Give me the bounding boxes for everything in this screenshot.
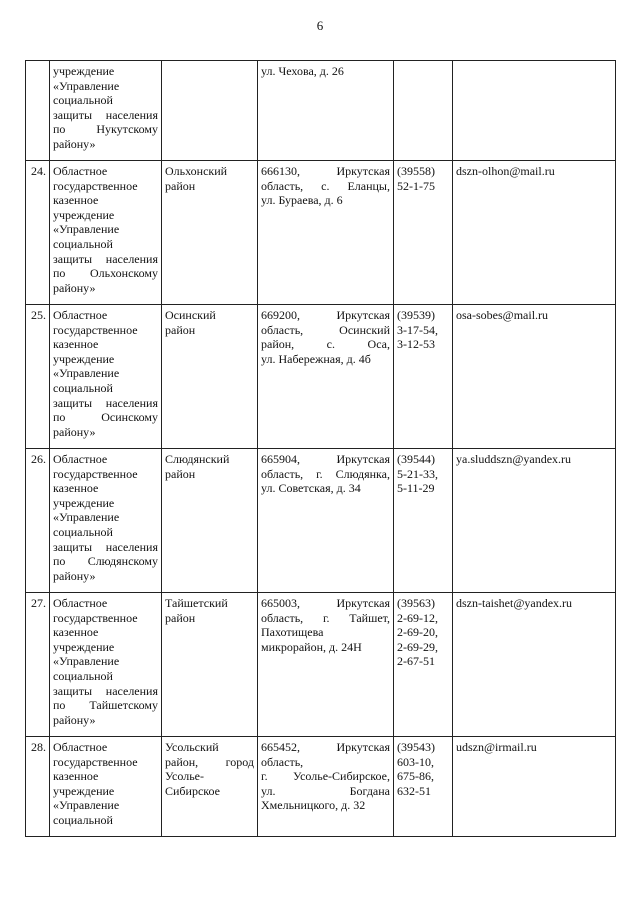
address-line: микрорайон, д. 24Н <box>261 639 362 654</box>
district-name-line: Усолье- <box>165 769 205 784</box>
address-line: 665003, Иркутская <box>261 596 390 610</box>
institution-name-line: по Слюдянскому <box>53 554 158 569</box>
institution-name-line: защиты населения <box>53 395 158 410</box>
address-line: область, с. Еланцы, <box>261 178 390 193</box>
institution-name-line: государственное <box>53 610 138 625</box>
institution-name-line: «Управление <box>53 654 120 669</box>
address-line: 665904, Иркутская <box>261 452 390 466</box>
institution-name-line: государственное <box>53 754 138 769</box>
phone-numbers-line: 2-69-20, <box>397 625 438 640</box>
institution-name-line: социальной <box>53 236 113 251</box>
institution-name-line: Областное <box>53 308 108 322</box>
address-line: 665452, Иркутская <box>261 740 390 754</box>
institution-name <box>50 449 162 593</box>
institution-name-line: социальной <box>53 668 113 683</box>
email-address: udszn@irmail.ru <box>453 737 616 837</box>
institution-name-line: защиты населения <box>53 683 158 698</box>
address <box>258 305 394 449</box>
address <box>258 593 394 737</box>
table-row <box>26 305 616 449</box>
institution-name <box>50 593 162 737</box>
institution-name <box>50 305 162 449</box>
institution-name-line: «Управление <box>53 510 120 525</box>
institution-name-line: казенное <box>53 625 99 640</box>
district-name-line: Сибирское <box>165 783 220 798</box>
phone-numbers <box>394 61 453 161</box>
phone-numbers-line: 2-67-51 <box>397 654 435 669</box>
district-name <box>162 61 258 161</box>
district-name-line: Слюдянский <box>165 452 230 466</box>
table-row <box>26 737 616 837</box>
institution-name-line: казенное <box>53 769 99 784</box>
address-line: ул. Чехова, д. 26 <box>261 64 344 78</box>
phone-numbers-line: 603-10, <box>397 754 434 769</box>
institution-name-line: учреждение <box>53 64 115 78</box>
agency-registry-table <box>25 60 616 837</box>
email-address: dszn-olhon@mail.ru <box>453 161 616 305</box>
institution-name-line: казенное <box>53 337 99 352</box>
institution-name-line: учреждение <box>53 495 115 510</box>
address-line: область, г. Слюдянка, <box>261 466 390 481</box>
row-number <box>26 61 50 161</box>
page-number: 6 <box>316 18 324 33</box>
district-name-line: район <box>165 322 196 337</box>
institution-name-line: по Тайшетскому <box>53 698 158 713</box>
institution-name-line: по Нукутскому <box>53 122 158 137</box>
institution-name-line: по Осинскому <box>53 410 158 425</box>
address-line: область, Осинский <box>261 322 390 337</box>
phone-numbers <box>394 305 453 449</box>
phone-numbers <box>394 593 453 737</box>
address-line: область, <box>261 754 304 769</box>
address-line: ул. Бураева, д. 6 <box>261 193 343 208</box>
institution-name-line: Областное <box>53 452 108 466</box>
institution-name <box>50 737 162 837</box>
address <box>258 61 394 161</box>
district-name-line: Ольхонский <box>165 164 228 178</box>
table-row <box>26 61 616 161</box>
phone-numbers-line: 675-86, <box>397 769 434 784</box>
institution-name-line: «Управление <box>53 798 120 813</box>
district-name-line: район, город <box>165 754 254 769</box>
institution-name-line: социальной <box>53 524 113 539</box>
phone-numbers-line: 3-17-54, <box>397 322 438 337</box>
row-number: 27. <box>26 593 50 737</box>
institution-name-line: Областное <box>53 740 108 754</box>
institution-name-line: социальной <box>53 93 113 108</box>
institution-name-line: учреждение <box>53 783 115 798</box>
table-row <box>26 449 616 593</box>
table-row <box>26 593 616 737</box>
institution-name-line: учреждение <box>53 207 115 222</box>
address <box>258 161 394 305</box>
institution-name-line: «Управление <box>53 78 120 93</box>
phone-numbers-line: 5-11-29 <box>397 481 435 496</box>
institution-name-line: казенное <box>53 193 99 208</box>
phone-numbers-line: 3-12-53 <box>397 337 435 352</box>
address-line: 666130, Иркутская <box>261 164 390 178</box>
district-name-line: Тайшетский <box>165 596 228 610</box>
phone-numbers-line: 2-69-29, <box>397 639 438 654</box>
address-line: область, г. Тайшет, <box>261 610 390 625</box>
district-name <box>162 737 258 837</box>
institution-name-line: защиты населения <box>53 539 158 554</box>
email-address: dszn-taishet@yandex.ru <box>453 593 616 737</box>
institution-name-line: району» <box>53 568 96 583</box>
phone-numbers <box>394 737 453 837</box>
district-name-line: район <box>165 610 196 625</box>
phone-numbers <box>394 449 453 593</box>
address-line: ул. Советская, д. 34 <box>261 481 361 496</box>
phone-numbers-line: (39543) <box>397 740 435 754</box>
institution-name-line: району» <box>53 136 96 151</box>
row-number: 24. <box>26 161 50 305</box>
institution-name-line: учреждение <box>53 639 115 654</box>
institution-name-line: району» <box>53 280 96 295</box>
district-name-line: Осинский <box>165 308 216 322</box>
registry-rows <box>26 61 616 837</box>
address-line: 669200, Иркутская <box>261 308 390 322</box>
institution-name-line: государственное <box>53 322 138 337</box>
address-line: район, с. Оса, <box>261 337 390 352</box>
phone-numbers-line: (39563) <box>397 596 435 610</box>
institution-name-line: казенное <box>53 481 99 496</box>
institution-name-line: государственное <box>53 466 138 481</box>
email-address: osa-sobes@mail.ru <box>453 305 616 449</box>
phone-numbers-line: 52-1-75 <box>397 178 435 193</box>
district-name-line: Усольский <box>165 740 219 754</box>
phone-numbers-line: 5-21-33, <box>397 466 438 481</box>
row-number: 26. <box>26 449 50 593</box>
institution-name-line: социальной <box>53 812 113 827</box>
institution-name <box>50 161 162 305</box>
institution-name-line: «Управление <box>53 222 120 237</box>
address-line: Хмельницкого, д. 32 <box>261 798 366 813</box>
address <box>258 449 394 593</box>
institution-name-line: защиты населения <box>53 251 158 266</box>
phone-numbers-line: 632-51 <box>397 783 431 798</box>
address-line: г. Усолье-Сибирское, <box>261 769 390 784</box>
phone-numbers-line: (39544) <box>397 452 435 466</box>
phone-numbers <box>394 161 453 305</box>
institution-name-line: защиты населения <box>53 107 158 122</box>
institution-name <box>50 61 162 161</box>
address <box>258 737 394 837</box>
institution-name-line: району» <box>53 424 96 439</box>
institution-name-line: Областное <box>53 164 108 178</box>
institution-name-line: учреждение <box>53 351 115 366</box>
institution-name-line: по Ольхонскому <box>53 266 158 281</box>
district-name <box>162 593 258 737</box>
district-name <box>162 305 258 449</box>
district-name <box>162 161 258 305</box>
row-number: 28. <box>26 737 50 837</box>
phone-numbers-line: 2-69-12, <box>397 610 438 625</box>
institution-name-line: государственное <box>53 178 138 193</box>
district-name-line: район <box>165 178 196 193</box>
address-line: Пахотищева <box>261 625 324 640</box>
district-name-line: район <box>165 466 196 481</box>
address-line: ул. Богдана <box>261 783 390 798</box>
row-number: 25. <box>26 305 50 449</box>
institution-name-line: Областное <box>53 596 108 610</box>
district-name <box>162 449 258 593</box>
email-address: ya.sluddszn@yandex.ru <box>453 449 616 593</box>
phone-numbers-line: (39558) <box>397 164 435 178</box>
address-line: ул. Набережная, д. 4б <box>261 351 371 366</box>
table-row <box>26 161 616 305</box>
institution-name-line: району» <box>53 712 96 727</box>
email-address <box>453 61 616 161</box>
institution-name-line: «Управление <box>53 366 120 381</box>
phone-numbers-line: (39539) <box>397 308 435 322</box>
institution-name-line: социальной <box>53 380 113 395</box>
